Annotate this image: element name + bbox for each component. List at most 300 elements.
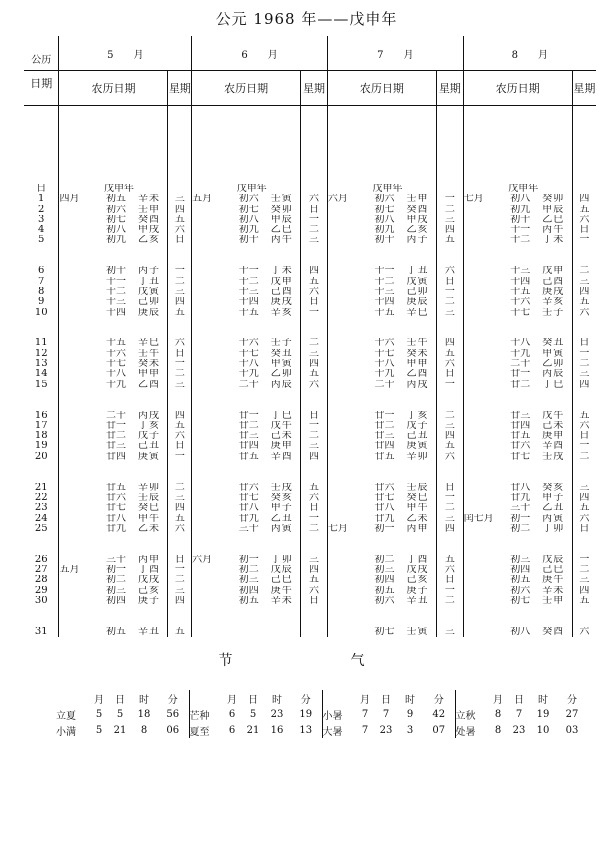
weekday: 一	[174, 564, 185, 575]
ganzhi: 甲辰	[542, 204, 565, 215]
ganzhi: 丙寅	[270, 523, 293, 534]
spacer	[168, 318, 191, 328]
ganzhi: 丙子	[138, 266, 161, 277]
lunar-day: 十二	[510, 235, 531, 246]
spacer	[24, 328, 58, 338]
lunar-day-entry	[231, 431, 300, 441]
ganzhi: 辛丑	[406, 595, 429, 606]
lunar-day-entry	[231, 493, 300, 503]
spacer	[328, 575, 367, 585]
spacer	[231, 616, 300, 626]
lunar-day: 初九	[510, 204, 531, 215]
spacer	[464, 503, 503, 513]
spacer	[59, 421, 98, 431]
ganzhi: 乙巳	[270, 225, 293, 236]
spacer	[98, 400, 167, 410]
jieqi-name: 芒种	[189, 706, 222, 722]
jieqi-col-header: 时	[139, 694, 149, 706]
lunar-day: 初七	[510, 595, 531, 606]
lunar-day: 廿一	[374, 410, 395, 421]
weekday: 三	[444, 626, 455, 637]
spacer	[231, 534, 300, 544]
spacer	[328, 215, 367, 225]
lunar-day-column	[367, 106, 437, 638]
spacer	[328, 493, 367, 503]
spacer	[464, 565, 503, 575]
day-number: 29	[34, 585, 48, 596]
lunar-day: 廿四	[510, 420, 531, 431]
lunar-day-entry	[231, 266, 300, 276]
spacer	[464, 421, 503, 431]
weekday: 三	[174, 194, 185, 205]
ganzhi: 丁卯	[270, 554, 293, 565]
ganzhi: 甲寅	[542, 348, 565, 359]
ganzhi: 己卯	[406, 286, 429, 297]
spacer	[59, 586, 98, 596]
spacer	[59, 369, 98, 379]
spacer	[502, 534, 571, 544]
ganzhi: 庚申	[270, 441, 293, 452]
lunar-month-column	[463, 106, 502, 638]
spacer	[231, 400, 300, 410]
lunar-day: 十九	[106, 379, 127, 390]
ganzhi: 丁丑	[138, 276, 161, 287]
lunar-day-entry	[231, 225, 300, 235]
jieqi-table	[56, 690, 588, 738]
ganzhi: 庚寅	[406, 441, 429, 452]
jieqi-row	[56, 722, 588, 738]
day-column	[24, 106, 59, 638]
weekday: 一	[444, 379, 455, 390]
top-spacer	[24, 106, 58, 184]
spacer	[192, 318, 231, 328]
weekday: 一	[309, 307, 320, 318]
ganzhi: 壬申	[138, 204, 161, 215]
weekday-column	[168, 106, 192, 638]
spacer	[231, 472, 300, 482]
lunar-day-entry	[367, 627, 436, 637]
lunar-day: 十二	[106, 286, 127, 297]
lunar-day: 初一	[510, 513, 531, 524]
ganzhi: 壬子	[270, 338, 293, 349]
weekday: 六	[444, 266, 455, 277]
spacer	[301, 318, 327, 328]
spacer	[464, 308, 503, 318]
spacer	[464, 555, 503, 565]
weekday-header: 星期	[301, 71, 328, 106]
spacer	[192, 338, 231, 348]
ganzhi: 癸丑	[542, 338, 565, 349]
day-number: 10	[34, 307, 48, 318]
spacer	[192, 297, 231, 307]
spacer	[301, 462, 327, 472]
ganzhi: 辛酉	[270, 451, 293, 462]
ganzhi: 己未	[542, 420, 565, 431]
spacer	[192, 235, 231, 245]
weekday: 五	[309, 575, 320, 586]
ganzhi: 乙酉	[406, 369, 429, 380]
ganzhi: 辛亥	[270, 307, 293, 318]
ganzhi: 丙申	[138, 554, 161, 565]
jieqi-value: 16	[270, 724, 284, 736]
day-number: 24	[34, 513, 48, 524]
weekday: 六	[309, 585, 320, 596]
lunar-month-column	[59, 106, 98, 638]
weekday: 六	[174, 338, 185, 349]
weekday: 日	[309, 204, 320, 215]
top-spacer	[328, 106, 367, 184]
jieqi-col-header: 时	[538, 694, 548, 706]
weekday: 四	[309, 564, 320, 575]
spacer	[192, 452, 231, 462]
lunar-day-entry	[98, 194, 167, 204]
spacer	[192, 266, 231, 276]
spacer	[573, 318, 596, 328]
ganzhi: 甲午	[138, 513, 161, 524]
lunar-day: 十五	[374, 307, 395, 318]
spacer	[301, 534, 327, 544]
lunar-day: 三十	[510, 503, 531, 514]
jieqi-name: 处暑	[455, 722, 488, 738]
lunar-day: 初九	[374, 225, 395, 236]
jieqi-value: 23	[270, 708, 284, 720]
weekday: 六	[579, 307, 590, 318]
lunar-day-entry	[231, 441, 300, 451]
ganzhi: 庚戌	[270, 297, 293, 308]
ganzhi: 壬申	[406, 194, 429, 205]
weekday: 二	[579, 359, 590, 370]
spacer	[59, 555, 98, 565]
spacer	[367, 256, 436, 266]
spacer	[464, 184, 503, 194]
spacer	[464, 390, 503, 400]
weekday: 一	[579, 554, 590, 565]
jieqi-value: 13	[299, 724, 313, 736]
spacer	[328, 184, 367, 194]
weekday: 三	[174, 492, 185, 503]
weekday: 日	[444, 276, 455, 287]
ganzhi: 壬寅	[406, 626, 429, 637]
lunar-day: 初十	[510, 214, 531, 225]
jieqi-value: 8	[494, 724, 502, 736]
weekday: 一	[309, 513, 320, 524]
spacer	[573, 400, 596, 410]
spacer	[192, 390, 231, 400]
lunar-day-entry	[502, 431, 571, 441]
lunar-day-entry	[231, 555, 300, 565]
ganzhi: 戊午	[270, 420, 293, 431]
spacer	[98, 534, 167, 544]
weekday: 五	[579, 204, 590, 215]
spacer	[464, 441, 503, 451]
spacer	[464, 297, 503, 307]
weekday: 日	[174, 441, 185, 452]
ganzhi: 辛未	[270, 595, 293, 606]
top-spacer	[168, 106, 191, 184]
spacer	[192, 359, 231, 369]
spacer	[328, 431, 367, 441]
spacer	[98, 462, 167, 472]
spacer	[301, 606, 327, 616]
jieqi-col-header: 日	[115, 694, 125, 706]
jieqi-name-header	[455, 690, 488, 706]
ganzhi: 甲辰	[270, 214, 293, 225]
weekday: 日	[309, 595, 320, 606]
ganzhi: 乙丑	[270, 513, 293, 524]
spacer	[98, 390, 167, 400]
spacer	[367, 606, 436, 616]
spacer	[502, 544, 571, 554]
lunar-day-entry	[367, 266, 436, 276]
weekday: 三	[444, 307, 455, 318]
weekday: 一	[174, 451, 185, 462]
lunar-day: 初三	[238, 575, 259, 586]
lunar-day-entry	[367, 235, 436, 245]
day-number: 12	[34, 348, 48, 359]
jieqi-col-header: 分	[567, 694, 577, 706]
lunar-date-header: 农历日期	[327, 71, 436, 106]
lunar-day: 廿六	[374, 482, 395, 493]
spacer	[59, 534, 98, 544]
spacer	[573, 462, 596, 472]
lunar-day-entry	[98, 514, 167, 524]
ganzhi: 丁亥	[138, 420, 161, 431]
ganzhi: 丁酉	[138, 564, 161, 575]
day-number: 23	[34, 503, 48, 514]
spacer	[464, 256, 503, 266]
spacer	[59, 297, 98, 307]
lunar-day-entry	[502, 514, 571, 524]
lunar-day: 廿五	[510, 431, 531, 442]
lunar-day: 廿九	[510, 492, 531, 503]
spacer	[168, 462, 191, 472]
weekday: 四	[309, 451, 320, 462]
lunar-day-entry	[502, 215, 571, 225]
ganzhi: 己未	[270, 431, 293, 442]
spacer	[573, 606, 596, 616]
top-spacer	[437, 106, 463, 184]
jieqi-row	[56, 706, 588, 722]
lunar-day: 廿三	[106, 441, 127, 452]
spacer	[328, 287, 367, 297]
lunar-day-entry	[502, 277, 571, 287]
weekday: 一	[579, 235, 590, 246]
top-spacer	[59, 106, 98, 184]
weekday: 五	[174, 307, 185, 318]
weekday: 四	[579, 379, 590, 390]
lunar-day: 初一	[374, 523, 395, 534]
ganzhi: 丙午	[542, 225, 565, 236]
lunar-day-entry	[367, 215, 436, 225]
lunar-day: 初二	[374, 554, 395, 565]
lunar-day-entry	[367, 524, 436, 534]
weekday: 五	[579, 297, 590, 308]
ganzhi: 癸亥	[270, 492, 293, 503]
lunar-day: 十六	[106, 348, 127, 359]
lunar-day-entry	[367, 503, 436, 513]
ganzhi: 丙子	[406, 235, 429, 246]
spacer	[24, 318, 58, 328]
lunar-day: 十一	[238, 266, 259, 277]
spacer	[573, 544, 596, 554]
spacer	[502, 616, 571, 626]
spacer	[328, 462, 367, 472]
spacer	[192, 421, 231, 431]
spacer	[24, 544, 58, 554]
day-number: 21	[34, 482, 48, 493]
spacer	[464, 586, 503, 596]
ganzhi: 戊寅	[138, 286, 161, 297]
ganzhi: 丁未	[542, 235, 565, 246]
ganzhi: 丙寅	[542, 513, 565, 524]
day-number: 18	[34, 431, 48, 442]
lunar-day-entry	[231, 596, 300, 606]
weekday: 二	[444, 595, 455, 606]
jieqi-header-row	[56, 690, 588, 706]
weekday: 六	[579, 513, 590, 524]
lunar-day-entry	[98, 297, 167, 307]
weekday: 五	[579, 595, 590, 606]
lunar-day-entry	[367, 194, 436, 204]
jieqi-name: 立夏	[56, 710, 76, 722]
calendar-body-row	[24, 106, 596, 638]
ganzhi: 乙未	[138, 523, 161, 534]
weekday: 日	[444, 575, 455, 586]
lunar-day-entry	[367, 225, 436, 235]
spacer	[59, 483, 98, 493]
spacer	[192, 328, 231, 338]
weekday: 六	[174, 523, 185, 534]
lunar-day: 初五	[106, 626, 127, 637]
ganzhi: 丁未	[270, 266, 293, 277]
lunar-day: 初七	[374, 204, 395, 215]
spacer	[464, 287, 503, 297]
weekday: 二	[579, 266, 590, 277]
lunar-day-entry	[98, 524, 167, 534]
ganzhi: 乙亥	[138, 235, 161, 246]
lunar-day: 廿五	[238, 451, 259, 462]
weekday: 一	[174, 266, 185, 277]
jieqi-value: 6	[228, 708, 236, 720]
weekday: 四	[579, 286, 590, 297]
lunar-day-entry	[98, 421, 167, 431]
ganzhi: 壬戌	[270, 482, 293, 493]
lunar-day: 初八	[374, 214, 395, 225]
header-row-labels	[24, 71, 596, 106]
ganzhi: 庚子	[138, 595, 161, 606]
spacer	[437, 256, 463, 266]
weekday: 日	[579, 523, 590, 534]
spacer	[59, 627, 98, 637]
lunar-day: 初五	[374, 585, 395, 596]
month-header: 5 月	[59, 36, 192, 71]
spacer	[367, 390, 436, 400]
lunar-day-entry	[502, 421, 571, 431]
ganzhi: 庚戌	[542, 286, 565, 297]
ganzhi: 壬辰	[406, 482, 429, 493]
spacer	[437, 184, 463, 194]
lunar-day-entry	[502, 493, 571, 503]
spacer	[231, 462, 300, 472]
weekday: 二	[174, 575, 185, 586]
ganzhi: 甲子	[270, 503, 293, 514]
lunar-day: 十三	[510, 266, 531, 277]
spacer	[168, 606, 191, 616]
spacer	[59, 256, 98, 266]
spacer	[328, 318, 367, 328]
lunar-day: 十一	[106, 276, 127, 287]
lunar-day: 初五	[106, 194, 127, 205]
weekday: 三	[174, 585, 185, 596]
lunar-day-entry	[231, 452, 300, 462]
lunar-day: 初四	[106, 595, 127, 606]
lunar-day: 二十	[238, 379, 259, 390]
lunar-day-entry	[98, 596, 167, 606]
lunar-day-entry	[231, 297, 300, 307]
jieqi-name-header	[189, 690, 222, 706]
spacer	[328, 328, 367, 338]
lunar-day: 廿六	[238, 482, 259, 493]
ganzhi: 甲午	[406, 503, 429, 514]
lunar-day-entry	[98, 565, 167, 575]
spacer	[328, 266, 367, 276]
spacer	[59, 277, 98, 287]
lunar-day: 初十	[106, 266, 127, 277]
lunar-day-entry	[367, 338, 436, 348]
weekday: 一	[174, 359, 185, 370]
ganzhi: 己亥	[406, 575, 429, 586]
day-number: 6	[38, 266, 45, 277]
spacer	[328, 359, 367, 369]
top-spacer	[192, 106, 231, 184]
lunar-day: 初三	[374, 564, 395, 575]
lunar-day-entry	[502, 411, 571, 421]
weekday: 日	[579, 225, 590, 236]
spacer	[573, 616, 596, 626]
spacer	[502, 390, 571, 400]
spacer	[59, 596, 98, 606]
spacer	[328, 472, 367, 482]
lunar-month-marker: 五月	[59, 564, 80, 575]
lunar-day: 廿四	[106, 451, 127, 462]
lunar-day: 初六	[106, 204, 127, 215]
weekday: 五	[174, 626, 185, 637]
lunar-day: 初八	[106, 225, 127, 236]
ganzhi: 壬寅	[270, 194, 293, 205]
jieqi-col-header: 月	[94, 694, 104, 706]
spacer	[59, 606, 98, 616]
weekday: 二	[579, 564, 590, 575]
weekday: 三	[174, 286, 185, 297]
jieqi-value: 06	[166, 724, 180, 736]
jieqi-col-header: 月	[493, 694, 503, 706]
spacer	[168, 616, 191, 626]
spacer	[328, 565, 367, 575]
spacer	[192, 575, 231, 585]
spacer	[168, 390, 191, 400]
lunar-day-entry	[231, 586, 300, 596]
spacer	[192, 369, 231, 379]
lunar-day-entry	[367, 277, 436, 287]
day-number: 13	[34, 359, 48, 370]
day-number: 20	[34, 451, 48, 462]
lunar-day-entry	[231, 627, 300, 637]
spacer	[464, 400, 503, 410]
lunar-year-label: 戊申年	[104, 184, 135, 194]
spacer	[168, 472, 191, 482]
lunar-day: 初三	[106, 585, 127, 596]
spacer	[24, 534, 58, 544]
